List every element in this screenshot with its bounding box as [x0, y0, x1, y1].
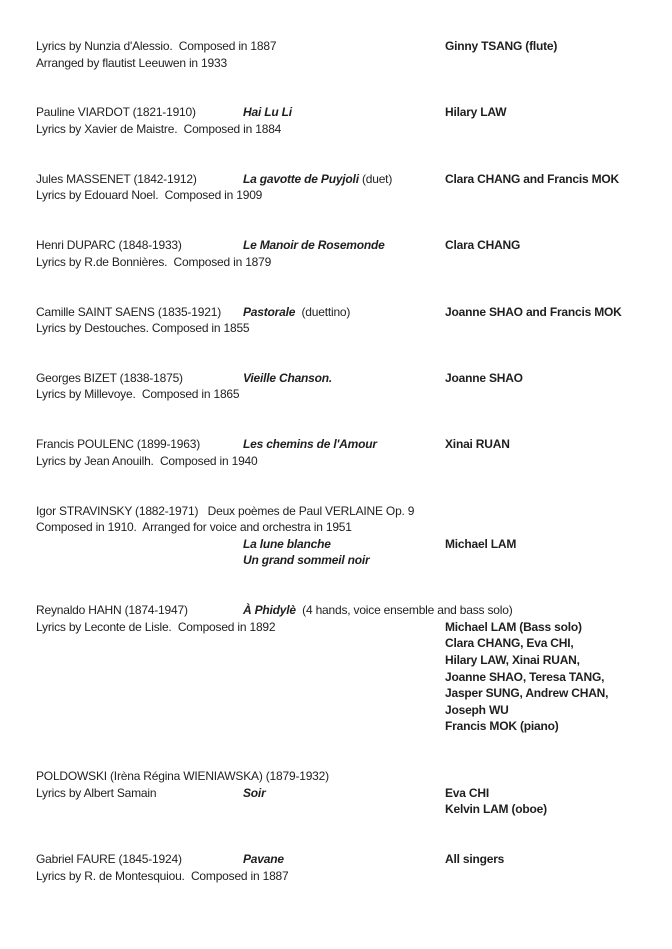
- song-title: Les chemins de l'Amour: [243, 437, 377, 452]
- composer-name: Pauline VIARDOT (1821-1910): [36, 105, 196, 120]
- composer-name: Georges BIZET (1838-1875): [36, 370, 183, 385]
- program-entry: [36, 851, 662, 884]
- program-line: [36, 254, 662, 271]
- program-line: [36, 503, 662, 520]
- program-line: [36, 868, 662, 885]
- lyrics-credit: Lyrics by Xavier de Maistre. Composed in 1884: [36, 121, 282, 136]
- program-line: [36, 519, 662, 536]
- lyrics-credit: Lyrics by Millevoye. Composed in 1865: [36, 387, 240, 402]
- performer-name: Clara CHANG: [445, 238, 521, 253]
- performer-name: Hilary LAW: [445, 105, 507, 120]
- composer-name: POLDOWSKI (Irèna Régina WIENIAWSKA) (1879-1932): [36, 769, 329, 784]
- program-line: [36, 768, 662, 785]
- program-entry: [36, 370, 662, 403]
- program-entry: [36, 503, 662, 569]
- program-line: [36, 552, 662, 569]
- song-title: Vieille Chanson.: [243, 370, 333, 385]
- song-title: Un grand sommeil noir: [243, 553, 370, 568]
- composition-note: Composed in 1910. Arranged for voice and orchestra in 1951: [36, 520, 352, 535]
- performer-name: Hilary LAW, Xinai RUAN,: [445, 652, 580, 667]
- program-line: [36, 635, 662, 652]
- program-entry: [36, 237, 662, 270]
- performer-name: All singers: [445, 852, 505, 867]
- lyrics-credit: Lyrics by Edouard Noel. Composed in 1909: [36, 188, 263, 203]
- program-entry: [36, 104, 662, 137]
- program-entry: [36, 602, 662, 735]
- program-entry: [36, 304, 662, 337]
- program-line: [36, 453, 662, 470]
- composer-and-work: Igor STRAVINSKY (1882-1971) Deux poèmes de Paul VERLAINE Op. 9: [36, 503, 415, 518]
- performer-name: Clara CHANG and Francis MOK: [445, 171, 619, 186]
- program-line: [36, 121, 662, 138]
- program-line: [36, 785, 662, 802]
- program-line: [36, 304, 662, 321]
- program-line: [36, 669, 662, 686]
- performer-name: Eva CHI: [445, 785, 489, 800]
- song-title: Pavane: [243, 852, 284, 867]
- program-line: [36, 851, 662, 868]
- program-line: [36, 370, 662, 387]
- program-entry: [36, 171, 662, 204]
- program-line: [36, 718, 662, 735]
- song-title: Soir: [243, 785, 266, 800]
- program-body: [36, 38, 662, 884]
- program-line: [36, 320, 662, 337]
- program-line: [36, 436, 662, 453]
- program-line: [36, 187, 662, 204]
- program-line: [36, 171, 662, 188]
- performer-name: Joanne SHAO and Francis MOK: [445, 304, 622, 319]
- performer-name: Joanne SHAO: [445, 370, 523, 385]
- program-line: [36, 652, 662, 669]
- composer-name: Reynaldo HAHN (1874-1947): [36, 603, 188, 618]
- program-line: [36, 38, 662, 55]
- lyrics-credit: Lyrics by Leconte de Lisle. Composed in 1892: [36, 619, 276, 634]
- program-line: [36, 237, 662, 254]
- program-line: [36, 104, 662, 121]
- song-title: Le Manoir de Rosemonde: [243, 238, 385, 253]
- performer-name: Michael LAM: [445, 536, 517, 551]
- song-title-note: (4 hands, voice ensemble and bass solo): [295, 603, 513, 618]
- program-line: [36, 536, 662, 553]
- song-title: Pastorale: [243, 304, 296, 319]
- program-entry: [36, 768, 662, 818]
- song-title-note: (duettino): [295, 304, 351, 319]
- composer-name: Gabriel FAURE (1845-1924): [36, 852, 182, 867]
- program-line: [36, 386, 662, 403]
- performer-name: Jasper SUNG, Andrew CHAN,: [445, 686, 609, 701]
- song-title-note: (duet): [358, 171, 393, 186]
- lyrics-credit: Lyrics by Nunzia d'Alessio. Composed in 1887: [36, 39, 277, 53]
- performer-name: Francis MOK (piano): [445, 719, 559, 734]
- program-line: [36, 55, 662, 72]
- performer-name: Michael LAM (Bass solo): [445, 619, 582, 634]
- song-title: La lune blanche: [243, 536, 331, 551]
- program-line: [36, 685, 662, 702]
- lyrics-credit: Lyrics by Albert Samain: [36, 785, 157, 800]
- performer-name: Kelvin LAM (oboe): [445, 802, 547, 817]
- composer-name: Francis POULENC (1899-1963): [36, 437, 201, 452]
- program-entry: [36, 436, 662, 469]
- lyrics-credit: Lyrics by R. de Montesquiou. Composed in 1887: [36, 868, 289, 883]
- song-title: À Phidylè: [243, 603, 296, 618]
- program-entry: [36, 38, 662, 71]
- performer-name: Clara CHANG, Eva CHI,: [445, 636, 574, 651]
- composer-name: Camille SAINT SAENS (1835-1921): [36, 304, 221, 319]
- program-line: [36, 702, 662, 719]
- composer-name: Jules MASSENET (1842-1912): [36, 171, 197, 186]
- program-line: [36, 602, 662, 619]
- performer-name: Ginny TSANG (flute): [445, 39, 558, 53]
- arrangement-credit: Arranged by flautist Leeuwen in 1933: [36, 55, 227, 70]
- song-title: La gavotte de Puyjoli: [243, 171, 359, 186]
- song-title: Hai Lu Li: [243, 105, 292, 120]
- lyrics-credit: Lyrics by Destouches. Composed in 1855: [36, 321, 250, 336]
- performer-name: Joseph WU: [445, 702, 509, 717]
- performer-name: Xinai RUAN: [445, 437, 510, 452]
- performer-name: Joanne SHAO, Teresa TANG,: [445, 669, 605, 684]
- program-line: [36, 619, 662, 636]
- lyrics-credit: Lyrics by R.de Bonnières. Composed in 1879: [36, 254, 272, 269]
- composer-name: Henri DUPARC (1848-1933): [36, 238, 182, 253]
- program-line: [36, 801, 662, 818]
- lyrics-credit: Lyrics by Jean Anouilh. Composed in 1940: [36, 453, 258, 468]
